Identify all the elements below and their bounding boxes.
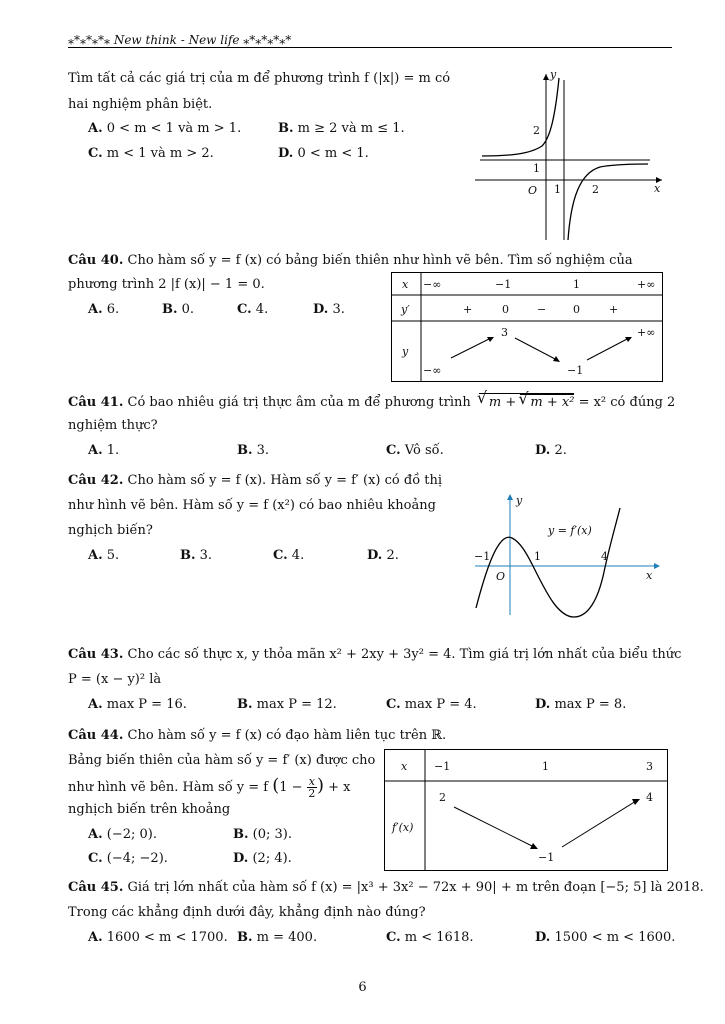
q44-line4: nghịch biến trên khoảng bbox=[68, 802, 231, 817]
option-label: A. bbox=[88, 302, 103, 317]
q44-option-d[interactable] bbox=[233, 851, 292, 866]
q44-option-b[interactable] bbox=[233, 827, 292, 842]
q40-option-a[interactable] bbox=[88, 302, 119, 317]
option-label: D. bbox=[313, 302, 329, 317]
option-label: A. bbox=[88, 827, 103, 842]
q44-option-a[interactable] bbox=[88, 827, 157, 842]
curve-label: y = f′(x) bbox=[548, 524, 592, 537]
q43-option-a[interactable] bbox=[88, 697, 187, 712]
q40-option-d[interactable] bbox=[313, 302, 345, 317]
q43-option-d[interactable] bbox=[535, 697, 626, 712]
q44-text-b: + x bbox=[328, 780, 351, 795]
q42-option-d[interactable] bbox=[367, 548, 399, 563]
yp-val: 0 bbox=[573, 303, 580, 316]
option-text: 3. bbox=[256, 443, 270, 458]
q42-graph bbox=[470, 490, 665, 620]
table-border bbox=[385, 750, 668, 871]
x-label: x bbox=[646, 569, 653, 582]
q43-line1 bbox=[68, 647, 681, 662]
option-label: A. bbox=[88, 121, 103, 136]
option-label: C. bbox=[237, 302, 252, 317]
x-axis-arrow-icon bbox=[654, 563, 660, 569]
right-branch bbox=[568, 164, 648, 240]
q44-line3 bbox=[68, 776, 350, 799]
option-text: 2. bbox=[554, 443, 567, 458]
left-branch bbox=[482, 78, 559, 156]
option-label: C. bbox=[386, 443, 401, 458]
q44-label: Câu 44. bbox=[68, 728, 124, 743]
q40-text: Cho hàm số y = f (x) có bảng biến thiên như hình vẽ bên. Tìm số nghiệm của bbox=[127, 253, 633, 268]
option-text: max P = 16. bbox=[106, 697, 187, 712]
arrow-down bbox=[515, 338, 557, 360]
option-label: A. bbox=[88, 443, 103, 458]
q42-text: Cho hàm số y = f (x). Hàm số y = f′ (x) có đồ thị bbox=[127, 473, 443, 488]
sqrt-icon: √ bbox=[476, 388, 488, 407]
option-text: max P = 4. bbox=[404, 697, 477, 712]
q40-option-b[interactable] bbox=[162, 302, 194, 317]
option-label: B. bbox=[237, 443, 253, 458]
option-label: B. bbox=[237, 930, 253, 945]
tick-y2: 2 bbox=[533, 124, 540, 137]
q40-label: Câu 40. bbox=[68, 253, 124, 268]
origin-label: O bbox=[496, 570, 506, 583]
option-label: B. bbox=[233, 827, 249, 842]
option-text: 3. bbox=[332, 302, 345, 317]
arrow-up bbox=[587, 338, 629, 360]
option-text: m < 1618. bbox=[404, 930, 474, 945]
q43-option-c[interactable] bbox=[386, 697, 477, 712]
q40-option-c[interactable] bbox=[237, 302, 268, 317]
q41-option-a[interactable] bbox=[88, 443, 119, 458]
option-text: (−2; 0). bbox=[106, 827, 157, 842]
x-label: x bbox=[654, 182, 661, 195]
q41-text-a: Có bao nhiêu giá trị thực âm của m để phương trình bbox=[127, 395, 471, 410]
option-text: m < 1 và m > 2. bbox=[106, 146, 214, 161]
option-text: (−4; −2). bbox=[106, 851, 168, 866]
f-val: 4 bbox=[646, 791, 653, 804]
q45-option-d[interactable] bbox=[535, 930, 675, 945]
q45-text: Giá trị lớn nhất của hàm số f (x) = |x³ + 3x² − 72x + 90| + m trên đoạn [−5; 5] là 2018. bbox=[127, 880, 704, 895]
q39-option-b[interactable] bbox=[278, 121, 405, 136]
q45-option-c[interactable] bbox=[386, 930, 474, 945]
x-val: −∞ bbox=[423, 278, 442, 291]
option-text: 0 < m < 1 và m > 1. bbox=[106, 121, 242, 136]
option-text: m ≥ 2 và m ≤ 1. bbox=[297, 121, 405, 136]
tick-y1: 1 bbox=[533, 162, 540, 175]
q39-option-d[interactable] bbox=[278, 146, 369, 161]
q42-option-c[interactable] bbox=[273, 548, 304, 563]
q41-line1 bbox=[68, 388, 676, 411]
option-text: 0. bbox=[181, 302, 195, 317]
q44-variation-table bbox=[384, 749, 668, 871]
q45-line1 bbox=[68, 880, 704, 895]
f-val: 2 bbox=[439, 791, 446, 804]
q41-text-b: = x² có đúng 2 bbox=[578, 395, 676, 410]
option-text: max P = 8. bbox=[554, 697, 627, 712]
q44-option-c[interactable] bbox=[88, 851, 168, 866]
option-label: C. bbox=[88, 851, 103, 866]
q44-fraction bbox=[307, 776, 317, 799]
arrow-down bbox=[454, 807, 534, 847]
option-label: C. bbox=[386, 697, 401, 712]
q39-line1: Tìm tất cả các giá trị của m để phương trình f (|x|) = m có bbox=[68, 71, 451, 86]
q43-line2: P = (x − y)² là bbox=[68, 672, 162, 687]
option-text: (2; 4). bbox=[252, 851, 292, 866]
option-text: Vô số. bbox=[404, 443, 444, 458]
y-label: y bbox=[550, 68, 557, 81]
option-text: 4. bbox=[291, 548, 305, 563]
page-number: 6 bbox=[358, 980, 367, 995]
x-val: 1 bbox=[542, 760, 549, 773]
q40-variation-table bbox=[391, 272, 663, 382]
y-label: y bbox=[516, 494, 523, 507]
q44-text-a: như hình vẽ bên. Hàm số y = f bbox=[68, 780, 269, 795]
q39-line2: hai nghiệm phân biệt. bbox=[68, 97, 213, 112]
y-val: −∞ bbox=[423, 364, 442, 377]
q40-line1 bbox=[68, 253, 633, 268]
q43-label: Câu 43. bbox=[68, 647, 124, 662]
option-text: 4. bbox=[255, 302, 269, 317]
q40-line2: phương trình 2 |f (x)| − 1 = 0. bbox=[68, 277, 265, 292]
tick-4: 4 bbox=[601, 550, 608, 563]
q41-label: Câu 41. bbox=[68, 395, 124, 410]
arrow-up bbox=[562, 801, 636, 847]
option-label: C. bbox=[88, 146, 103, 161]
q42-label: Câu 42. bbox=[68, 473, 124, 488]
y-val: 3 bbox=[501, 326, 508, 339]
header-rule bbox=[68, 47, 672, 48]
option-text: 3. bbox=[199, 548, 213, 563]
option-label: D. bbox=[535, 930, 551, 945]
option-label: B. bbox=[180, 548, 196, 563]
option-label: D. bbox=[535, 697, 551, 712]
x-val: 3 bbox=[646, 760, 653, 773]
arrow-up bbox=[451, 338, 491, 358]
tick-x1: 1 bbox=[554, 183, 561, 196]
option-label: C. bbox=[386, 930, 401, 945]
q45-label: Câu 45. bbox=[68, 880, 124, 895]
q42-line3: nghịch biến? bbox=[68, 523, 153, 538]
q42-line1 bbox=[68, 473, 442, 488]
f-val: −1 bbox=[538, 851, 555, 864]
option-text: 6. bbox=[106, 302, 120, 317]
q41-option-c[interactable] bbox=[386, 443, 444, 458]
option-text: 0 < m < 1. bbox=[297, 146, 369, 161]
option-text: 1600 < m < 1700. bbox=[106, 930, 228, 945]
option-label: C. bbox=[273, 548, 288, 563]
yp-head: y′ bbox=[401, 303, 410, 316]
option-label: A. bbox=[88, 930, 103, 945]
q41-line2: nghiệm thực? bbox=[68, 418, 158, 433]
radical-inner: m + x² bbox=[530, 395, 575, 410]
q39-option-a[interactable] bbox=[88, 121, 241, 136]
option-text: m = 400. bbox=[256, 930, 318, 945]
arrow-head-icon bbox=[632, 799, 640, 805]
yp-val: + bbox=[609, 303, 619, 316]
y-axis-arrow-icon bbox=[543, 74, 549, 80]
option-text: 1. bbox=[106, 443, 120, 458]
tick-1: 1 bbox=[534, 550, 541, 563]
option-label: B. bbox=[162, 302, 178, 317]
y-head: y bbox=[402, 345, 409, 358]
x-head: x bbox=[401, 760, 408, 773]
x-head: x bbox=[402, 278, 409, 291]
option-label: A. bbox=[88, 697, 103, 712]
q41-option-b[interactable] bbox=[237, 443, 269, 458]
x-val: −1 bbox=[434, 760, 451, 773]
q39-option-c[interactable] bbox=[88, 146, 214, 161]
sqrt-icon: √ bbox=[518, 389, 529, 408]
option-text: 1500 < m < 1600. bbox=[554, 930, 676, 945]
page-header: ⁎*⁎*⁎*⁎ New think - New life ⁎*⁎*⁎*⁎* bbox=[68, 33, 292, 47]
y-val: +∞ bbox=[637, 326, 656, 339]
x-val: +∞ bbox=[637, 278, 656, 291]
tick-x2: 2 bbox=[592, 183, 599, 196]
yp-val: + bbox=[463, 303, 473, 316]
x-val: −1 bbox=[495, 278, 512, 291]
option-text: (0; 3). bbox=[252, 827, 292, 842]
radical-outer: m + bbox=[488, 395, 517, 410]
f-head: f′(x) bbox=[392, 821, 414, 834]
q43-text: Cho các số thực x, y thỏa mãn x² + 2xy + 3y² = 4. Tìm giá trị lớn nhất của biểu thức bbox=[127, 647, 682, 662]
option-label: D. bbox=[278, 146, 294, 161]
option-text: 5. bbox=[106, 548, 120, 563]
option-text: 2. bbox=[386, 548, 399, 563]
q45-line2: Trong các khẳng định dưới đây, khẳng định nào đúng? bbox=[68, 905, 426, 920]
q44-line2: Bảng biến thiên của hàm số y = f′ (x) được cho bbox=[68, 753, 376, 768]
inner-radical bbox=[518, 389, 575, 411]
origin-label: O bbox=[528, 184, 538, 197]
frac-num: x bbox=[308, 775, 315, 788]
option-label: D. bbox=[233, 851, 249, 866]
q44-text: Cho hàm số y = f (x) có đạo hàm liên tục trên ℝ. bbox=[127, 728, 447, 743]
q42-option-a[interactable] bbox=[88, 548, 119, 563]
option-label: D. bbox=[535, 443, 551, 458]
y-val: −1 bbox=[567, 364, 584, 377]
option-label: D. bbox=[367, 548, 383, 563]
option-text: max P = 12. bbox=[256, 697, 337, 712]
y-axis-arrow-icon bbox=[507, 494, 513, 500]
paren-open: ( bbox=[272, 775, 280, 796]
q39-graph bbox=[470, 68, 670, 243]
q41-radical bbox=[476, 388, 575, 411]
q41-option-d[interactable] bbox=[535, 443, 567, 458]
yp-val: − bbox=[537, 303, 547, 316]
q42-option-b[interactable] bbox=[180, 548, 212, 563]
x-val: 1 bbox=[573, 278, 580, 291]
tick-m1: −1 bbox=[474, 550, 491, 563]
q42-line2: như hình vẽ bên. Hàm số y = f (x²) có bao nhiêu khoảng bbox=[68, 498, 436, 513]
option-label: B. bbox=[237, 697, 253, 712]
option-label: A. bbox=[88, 548, 103, 563]
paren-close: ) bbox=[316, 775, 324, 796]
yp-val: 0 bbox=[502, 303, 509, 316]
q44-line1 bbox=[68, 728, 446, 743]
q45-option-b[interactable] bbox=[237, 930, 317, 945]
q44-paren-pre: 1 − bbox=[279, 780, 303, 795]
frac-den: 2 bbox=[308, 787, 316, 800]
q43-option-b[interactable] bbox=[237, 697, 337, 712]
q45-option-a[interactable] bbox=[88, 930, 228, 945]
option-label: B. bbox=[278, 121, 294, 136]
